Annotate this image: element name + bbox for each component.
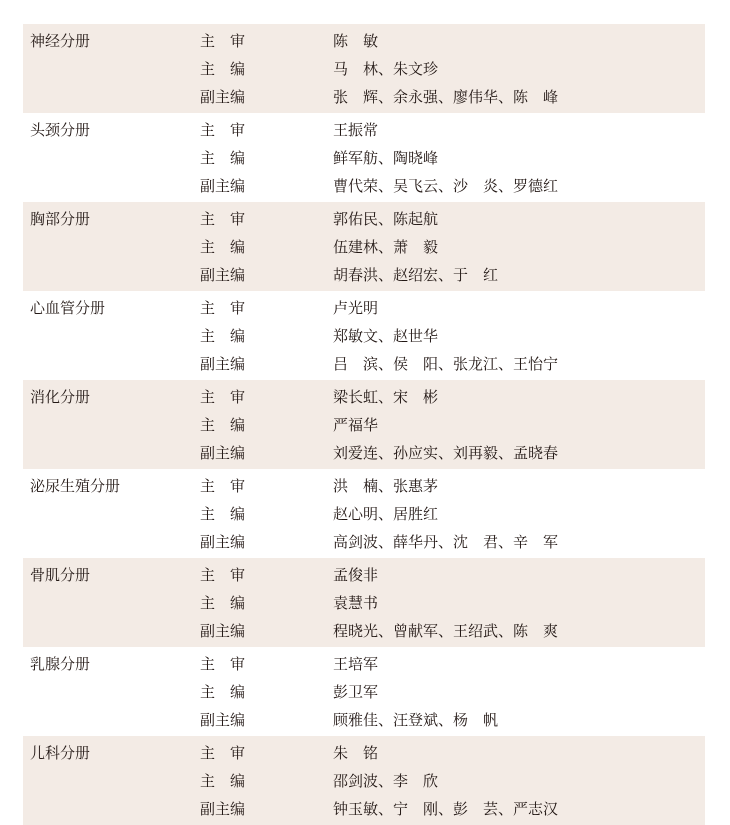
roster-row: [23, 83, 705, 111]
editor-names: 马 林、朱文珍: [333, 60, 439, 78]
role-label: 主 审: [200, 32, 246, 50]
editor-names: 鲜军舫、陶晓峰: [333, 149, 439, 167]
role-label: 副主编: [200, 444, 246, 462]
editor-names: 严福华: [333, 416, 379, 434]
role-label: 主 编: [200, 416, 246, 434]
editor-names: 卢光明: [333, 299, 379, 317]
roster-row: [23, 205, 705, 233]
role-label: 副主编: [200, 88, 246, 106]
volume-name: 消化分册: [30, 388, 91, 406]
volume-section: [23, 647, 705, 736]
editor-names: 梁长虹、宋 彬: [333, 388, 439, 406]
editor-names: 郑敏文、赵世华: [333, 327, 439, 345]
roster-row: [23, 589, 705, 617]
role-label: 主 审: [200, 388, 246, 406]
roster-row: [23, 706, 705, 734]
volume-name: 乳腺分册: [30, 655, 91, 673]
roster-row: [23, 439, 705, 467]
role-label: 主 审: [200, 477, 246, 495]
roster-row: [23, 172, 705, 200]
volume-section: [23, 558, 705, 647]
volume-section: [23, 469, 705, 558]
role-label: 副主编: [200, 800, 246, 818]
role-label: 副主编: [200, 355, 246, 373]
editor-names: 王振常: [333, 121, 379, 139]
roster-row: [23, 27, 705, 55]
editor-names: 袁慧书: [333, 594, 379, 612]
volume-name: 头颈分册: [30, 121, 91, 139]
volume-section: [23, 291, 705, 380]
editor-names: 王培军: [333, 655, 379, 673]
role-label: 主 审: [200, 121, 246, 139]
editor-names: 朱 铭: [333, 744, 379, 762]
role-label: 副主编: [200, 533, 246, 551]
volume-section: [23, 736, 705, 825]
editor-names: 胡春洪、赵绍宏、于 红: [333, 266, 499, 284]
role-label: 副主编: [200, 266, 246, 284]
volume-section: [23, 113, 705, 202]
roster-row: [23, 795, 705, 823]
role-label: 主 编: [200, 149, 246, 167]
editor-names: 吕 滨、侯 阳、张龙江、王怡宁: [333, 355, 559, 373]
volume-name: 儿科分册: [30, 744, 91, 762]
roster-row: [23, 767, 705, 795]
volume-section: [23, 380, 705, 469]
editor-names: 刘爱连、孙应实、刘再毅、孟晓春: [333, 444, 559, 462]
editor-names: 伍建林、萧 毅: [333, 238, 439, 256]
volume-section: [23, 202, 705, 291]
roster-row: [23, 322, 705, 350]
role-label: 主 编: [200, 505, 246, 523]
roster-row: [23, 294, 705, 322]
role-label: 主 编: [200, 60, 246, 78]
roster-row: [23, 617, 705, 645]
roster-row: [23, 739, 705, 767]
editor-names: 陈 敏: [333, 32, 379, 50]
editor-names: 钟玉敏、宁 刚、彭 芸、严志汉: [333, 800, 559, 818]
role-label: 主 编: [200, 238, 246, 256]
editor-names: 彭卫军: [333, 683, 379, 701]
editor-names: 程晓光、曾献军、王绍武、陈 爽: [333, 622, 559, 640]
roster-row: [23, 350, 705, 378]
volume-name: 泌尿生殖分册: [30, 477, 121, 495]
volume-name: 心血管分册: [30, 299, 106, 317]
roster-row: [23, 261, 705, 289]
volume-name: 胸部分册: [30, 210, 91, 228]
roster-row: [23, 561, 705, 589]
editor-names: 高剑波、薛华丹、沈 君、辛 军: [333, 533, 559, 551]
roster-row: [23, 500, 705, 528]
editor-names: 赵心明、居胜红: [333, 505, 439, 523]
role-label: 主 编: [200, 594, 246, 612]
editor-names: 洪 楠、张惠茅: [333, 477, 439, 495]
volume-section: [23, 24, 705, 113]
editor-names: 顾雅佳、汪登斌、杨 帆: [333, 711, 499, 729]
roster-row: [23, 472, 705, 500]
role-label: 副主编: [200, 177, 246, 195]
role-label: 副主编: [200, 711, 246, 729]
role-label: 主 审: [200, 744, 246, 762]
roster-row: [23, 678, 705, 706]
role-label: 主 审: [200, 299, 246, 317]
role-label: 主 编: [200, 327, 246, 345]
editor-names: 孟俊非: [333, 566, 379, 584]
roster-row: [23, 528, 705, 556]
roster-row: [23, 144, 705, 172]
role-label: 副主编: [200, 622, 246, 640]
role-label: 主 审: [200, 210, 246, 228]
volume-name: 神经分册: [30, 32, 91, 50]
role-label: 主 审: [200, 566, 246, 584]
roster-row: [23, 650, 705, 678]
roster-row: [23, 411, 705, 439]
roster-row: [23, 116, 705, 144]
editorial-roster: [23, 24, 705, 825]
editor-names: 郭佑民、陈起航: [333, 210, 439, 228]
editor-names: 邵剑波、李 欣: [333, 772, 439, 790]
editor-names: 张 辉、余永强、廖伟华、陈 峰: [333, 88, 559, 106]
role-label: 主 编: [200, 683, 246, 701]
roster-row: [23, 383, 705, 411]
roster-row: [23, 233, 705, 261]
volume-name: 骨肌分册: [30, 566, 91, 584]
roster-row: [23, 55, 705, 83]
role-label: 主 审: [200, 655, 246, 673]
editor-names: 曹代荣、吴飞云、沙 炎、罗德红: [333, 177, 559, 195]
role-label: 主 编: [200, 772, 246, 790]
